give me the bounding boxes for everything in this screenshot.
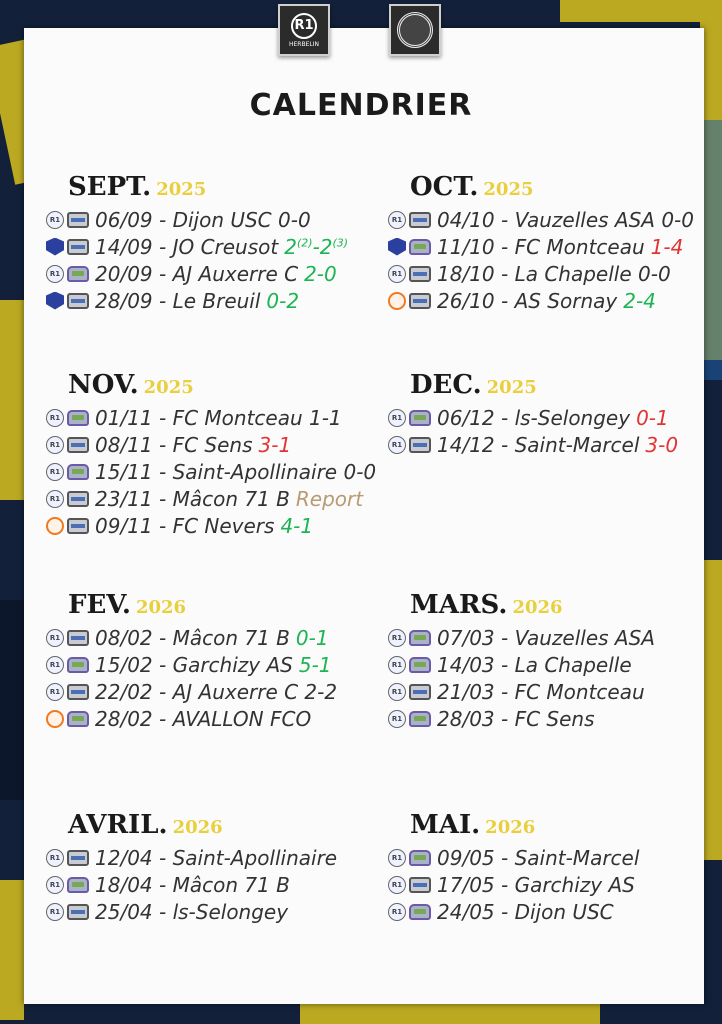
match-text: 14/09 - JO Creusot — [95, 234, 279, 259]
match-text: 08/11 - FC Sens — [95, 432, 253, 457]
match-score: 2-0 — [304, 261, 337, 286]
match-row — [46, 260, 348, 287]
month-year: 2026 — [135, 597, 187, 618]
match-text: 01/11 - FC Montceau 1-1 — [95, 405, 342, 430]
stadium-home-icon — [409, 630, 431, 646]
month-header — [68, 810, 337, 844]
match-text: 28/03 - FC Sens — [437, 706, 595, 731]
match-row — [46, 844, 337, 871]
match-text: 24/05 - Dijon USC — [437, 899, 614, 924]
match-text: 17/05 - Garchizy AS — [437, 872, 635, 897]
stadium-home-icon — [67, 877, 89, 893]
month-name: NOV. — [68, 370, 139, 400]
cup-shield-icon — [388, 238, 406, 256]
match-row — [388, 233, 694, 260]
bus-away-icon — [409, 293, 431, 309]
bus-away-icon — [409, 684, 431, 700]
stadium-home-icon — [409, 850, 431, 866]
stadium-home-icon — [409, 410, 431, 426]
stadium-home-icon — [409, 239, 431, 255]
month-header — [68, 370, 376, 404]
league-logo-subtitle: HERBELIN — [289, 40, 319, 48]
match-row — [46, 404, 376, 431]
league-r1-icon: R1 — [46, 683, 64, 701]
match-row — [46, 431, 376, 458]
league-r1-icon: R1 — [388, 876, 406, 894]
month-header — [410, 810, 639, 844]
match-row — [46, 485, 376, 512]
league-r1-icon: R1 — [46, 656, 64, 674]
match-text: 23/11 - Mâcon 71 B — [95, 486, 290, 511]
match-score: 1-4 — [650, 234, 684, 259]
bus-away-icon — [67, 518, 89, 534]
friendly-clock-icon — [46, 710, 64, 728]
month-name: AVRIL. — [68, 810, 168, 840]
league-r1-icon: R1 — [388, 211, 406, 229]
league-r1-icon: R1 — [388, 903, 406, 921]
league-r1-icon: R1 — [46, 463, 64, 481]
match-text: 06/09 - Dijon USC 0-0 — [95, 207, 311, 232]
match-row — [388, 871, 639, 898]
month-name: OCT. — [410, 172, 479, 202]
month-year: 2026 — [512, 597, 563, 618]
match-row — [46, 512, 376, 539]
stadium-home-icon — [67, 657, 89, 673]
month-name: MAI. — [410, 810, 481, 840]
match-row — [46, 233, 348, 260]
match-text: 07/03 - Vauzelles ASA — [437, 625, 655, 650]
match-text: 28/09 - Le Breuil — [95, 288, 261, 313]
match-row — [388, 651, 655, 678]
month-year: 2025 — [483, 179, 534, 200]
bus-away-icon — [67, 239, 89, 255]
bus-away-icon — [67, 630, 89, 646]
bus-away-icon — [409, 877, 431, 893]
month-year: 2026 — [485, 817, 536, 838]
match-row — [388, 404, 678, 431]
match-text: 15/02 - Garchizy AS — [95, 652, 293, 677]
month-header — [68, 590, 337, 624]
match-text: 28/02 - AVALLON FCO — [95, 706, 312, 731]
match-text: 09/11 - FC Nevers — [95, 513, 275, 538]
match-row — [46, 898, 337, 925]
league-r1-icon: R1 — [388, 656, 406, 674]
match-row — [46, 458, 376, 485]
league-r1-icon: R1 — [388, 683, 406, 701]
match-score: 2$^{(2)}$-2$^{(3)}$ — [284, 234, 349, 259]
stadium-home-icon — [67, 711, 89, 727]
match-row — [388, 844, 639, 871]
match-text: 18/10 - La Chapelle 0-0 — [437, 261, 671, 286]
match-row — [46, 651, 337, 678]
month-name: SEPT. — [68, 172, 152, 202]
match-score: 0-2 — [266, 288, 300, 313]
friendly-clock-icon — [388, 292, 406, 310]
match-text: 26/10 - AS Sornay — [437, 288, 618, 313]
league-r1-icon: R1 — [46, 903, 64, 921]
stadium-home-icon — [67, 464, 89, 480]
bus-away-icon — [67, 293, 89, 309]
month-header — [410, 590, 655, 624]
match-score: 3-0 — [645, 432, 679, 457]
month-name: MARS. — [410, 590, 508, 620]
month-block — [388, 370, 678, 458]
match-text: 18/04 - Mâcon 71 B — [95, 872, 290, 897]
month-name: FEV. — [68, 590, 131, 620]
match-text: 14/03 - La Chapelle — [437, 652, 632, 677]
bus-away-icon — [67, 491, 89, 507]
bus-away-icon — [409, 437, 431, 453]
match-row — [46, 624, 337, 651]
stadium-home-icon — [67, 410, 89, 426]
match-text: 22/02 - AJ Auxerre C 2-2 — [95, 679, 338, 704]
league-r1-icon: R1 — [46, 211, 64, 229]
month-year: 2025 — [156, 179, 207, 200]
league-r1-icon: R1 — [388, 436, 406, 454]
match-row — [46, 287, 348, 314]
month-block — [46, 590, 337, 732]
stadium-home-icon — [409, 904, 431, 920]
league-logo — [278, 4, 330, 56]
match-text: 09/05 - Saint-Marcel — [437, 845, 640, 870]
club-crest-icon — [389, 4, 441, 56]
bus-away-icon — [67, 684, 89, 700]
league-r1-icon: R1 — [388, 849, 406, 867]
cup-shield-icon — [46, 238, 64, 256]
page-title: CALENDRIER — [249, 88, 473, 123]
match-row — [46, 206, 348, 233]
match-row — [388, 287, 694, 314]
match-row — [388, 705, 655, 732]
match-score: 3-1 — [258, 432, 292, 457]
month-header — [68, 172, 348, 206]
bus-away-icon — [67, 437, 89, 453]
match-text: 14/12 - Saint-Marcel — [437, 432, 640, 457]
month-year: 2026 — [172, 817, 223, 838]
league-r1-icon: R1 — [46, 629, 64, 647]
month-block — [388, 810, 639, 925]
month-header — [410, 370, 678, 404]
match-text: 11/10 - FC Montceau — [437, 234, 645, 259]
month-block — [46, 172, 348, 314]
match-score: 4-1 — [280, 513, 314, 538]
match-row — [46, 705, 337, 732]
match-row — [388, 206, 694, 233]
bus-away-icon — [67, 850, 89, 866]
league-r1-icon: R1 — [46, 436, 64, 454]
stadium-home-icon — [409, 657, 431, 673]
cup-shield-icon — [46, 292, 64, 310]
league-r1-icon: R1 — [46, 876, 64, 894]
league-r1-icon: R1 — [46, 490, 64, 508]
month-block — [388, 172, 694, 314]
stadium-home-icon — [409, 711, 431, 727]
match-text: 08/02 - Mâcon 71 B — [95, 625, 290, 650]
bus-away-icon — [67, 212, 89, 228]
league-r1-icon: R1 — [46, 409, 64, 427]
month-block — [46, 810, 337, 925]
league-r1-icon: R1 — [46, 265, 64, 283]
match-score: 5-1 — [298, 652, 332, 677]
league-r1-icon: R1 — [46, 849, 64, 867]
stadium-home-icon — [67, 266, 89, 282]
match-text: 20/09 - AJ Auxerre C — [95, 261, 299, 286]
match-row — [388, 624, 655, 651]
league-r1-icon: R1 — [388, 629, 406, 647]
match-text: 06/12 - ls-Selongey — [437, 405, 631, 430]
bus-away-icon — [67, 904, 89, 920]
league-r1-icon: R1 — [388, 265, 406, 283]
match-score: 0-1 — [636, 405, 669, 430]
match-text: 15/11 - Saint-Apollinaire 0-0 — [95, 459, 377, 484]
month-year: 2025 — [486, 377, 537, 398]
match-text: 21/03 - FC Montceau — [437, 679, 645, 704]
match-row — [388, 431, 678, 458]
month-year: 2025 — [143, 377, 194, 398]
friendly-clock-icon — [46, 517, 64, 535]
match-text: 25/04 - ls-Selongey — [95, 899, 289, 924]
month-block — [388, 590, 655, 732]
bus-away-icon — [409, 212, 431, 228]
bus-away-icon — [409, 266, 431, 282]
month-block — [46, 370, 376, 539]
match-row — [388, 260, 694, 287]
match-score: Report — [295, 486, 364, 511]
match-score: 2-4 — [623, 288, 656, 313]
match-row — [388, 898, 639, 925]
league-logo-text: R1 — [291, 13, 317, 39]
match-row — [46, 678, 337, 705]
match-text: 04/10 - Vauzelles ASA 0-0 — [437, 207, 694, 232]
month-header — [410, 172, 694, 206]
match-row — [388, 678, 655, 705]
match-score: 0-1 — [295, 625, 329, 650]
league-r1-icon: R1 — [388, 409, 406, 427]
match-row — [46, 871, 337, 898]
league-r1-icon: R1 — [388, 710, 406, 728]
month-name: DEC. — [410, 370, 482, 400]
match-text: 12/04 - Saint-Apollinaire — [95, 845, 338, 870]
